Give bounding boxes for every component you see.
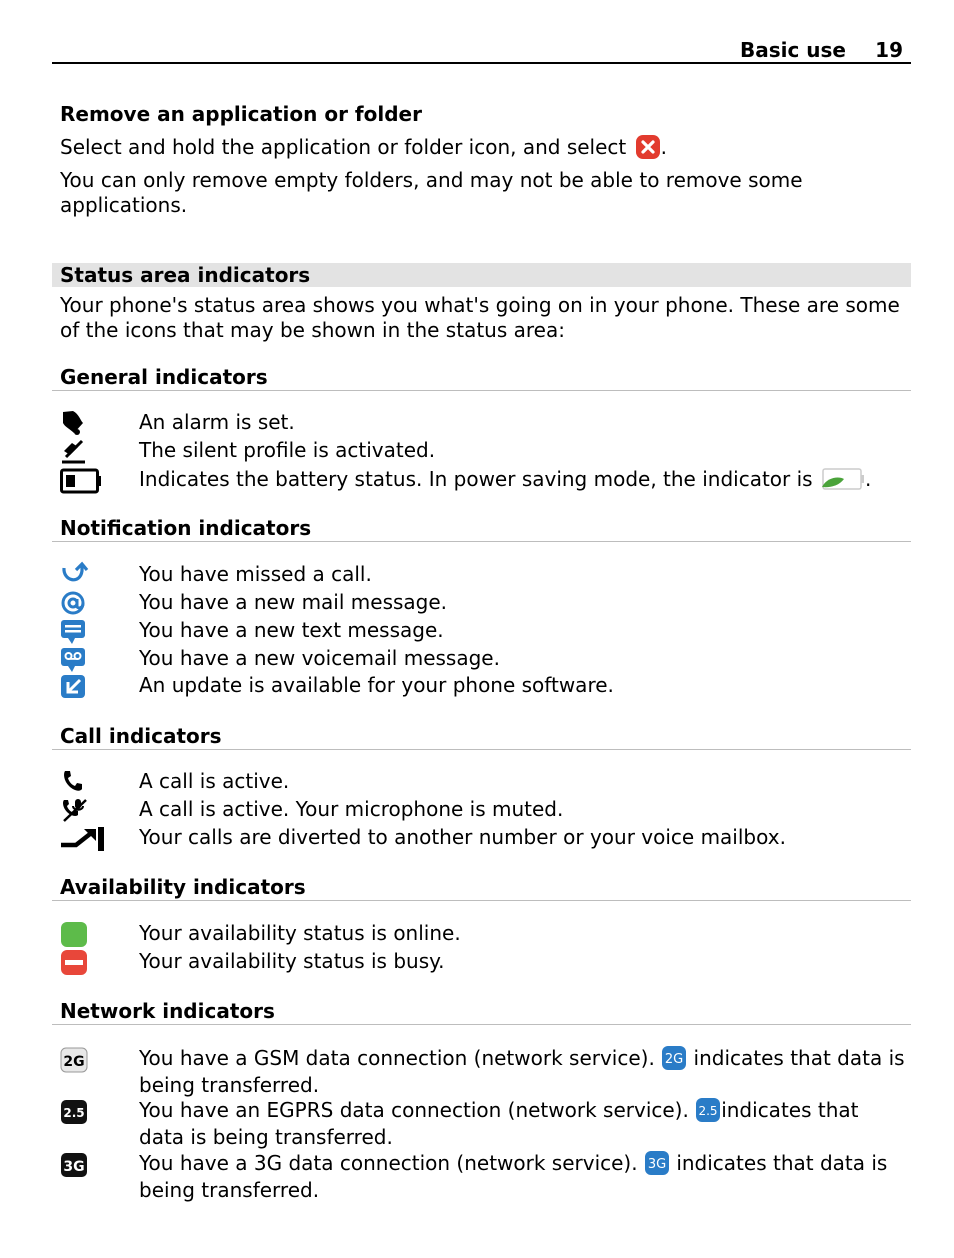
status-heading: Status area indicators [60, 263, 311, 287]
svg-text:2G: 2G [63, 1054, 85, 1070]
page-number: 19 [875, 38, 903, 62]
call-muted-icon [60, 796, 90, 824]
svg-text:3G: 3G [63, 1159, 85, 1175]
list-item: Your calls are diverted to another number or your voice mailbox. [60, 824, 910, 852]
general-subheading: General indicators [52, 365, 911, 391]
list-item: An update is available for your phone software. [60, 672, 910, 700]
call-active-icon [60, 768, 90, 796]
silent-profile-icon [60, 437, 90, 465]
svg-text:2.5: 2.5 [698, 1103, 718, 1118]
call-subheading: Call indicators [52, 724, 911, 750]
notification-subheading: Notification indicators [52, 516, 911, 542]
svg-text:2.5: 2.5 [63, 1106, 85, 1120]
status-intro: Your phone's status area shows you what's going on in your phone. These are some of the icons that may be shown in the status area: [60, 293, 900, 342]
list-item: You have a new text message. [60, 617, 910, 645]
battery-icon [60, 466, 90, 494]
delete-icon [635, 134, 661, 160]
3g-transfer-icon [644, 1150, 670, 1176]
remove-heading: Remove an application or folder [60, 102, 422, 126]
remove-instruction: Select and hold the application or folder icon, and select . [60, 135, 667, 159]
list-item: 3G You have a 3G data connection (network service). 3G indicates that data is being transferred. [60, 1150, 910, 1206]
alarm-icon [60, 409, 90, 437]
svg-text:3G: 3G [647, 1156, 667, 1172]
2-5-transfer-icon [695, 1097, 721, 1123]
list-item: You have a new voicemail message. [60, 645, 910, 673]
list-item: Your availability status is online. [60, 920, 910, 948]
list-item: A call is active. [60, 768, 910, 796]
2g-icon [60, 1045, 90, 1073]
missed-call-icon [60, 561, 90, 589]
power-saving-battery-icon [819, 467, 865, 491]
voicemail-icon [60, 645, 90, 673]
text-message-icon [60, 617, 90, 645]
mail-icon [60, 589, 90, 617]
remove-note: You can only remove empty folders, and may not be able to remove some applications. [60, 168, 803, 217]
list-item: A call is active. Your microphone is muted. [60, 796, 910, 824]
2g-transfer-icon [661, 1045, 687, 1071]
availability-subheading: Availability indicators [52, 875, 911, 901]
busy-icon [60, 948, 90, 976]
list-item: An alarm is set. [60, 409, 910, 437]
status-section-band [52, 263, 911, 287]
network-subheading: Network indicators [52, 999, 911, 1025]
page-header [52, 30, 911, 64]
list-item: You have missed a call. [60, 561, 910, 589]
3g-icon [60, 1150, 90, 1178]
call-divert-icon [60, 824, 106, 852]
online-icon [60, 920, 90, 948]
list-item: 2.5 You have an EGPRS data connection (network service). 2.5 indicates that data is being transferred. [60, 1097, 910, 1153]
list-item: Indicates the battery status. In power saving mode, the indicator is . [60, 466, 910, 494]
list-item: Your availability status is busy. [60, 948, 910, 976]
section-title: Basic use [739, 38, 846, 62]
list-item: The silent profile is activated. [60, 437, 910, 465]
software-update-icon [60, 672, 90, 700]
list-item: You have a new mail message. [60, 589, 910, 617]
2-5-icon [60, 1097, 90, 1125]
svg-text:2G: 2G [665, 1051, 684, 1067]
list-item: 2G You have a GSM data connection (network service). 2G indicates that data is being transferred. [60, 1045, 910, 1101]
